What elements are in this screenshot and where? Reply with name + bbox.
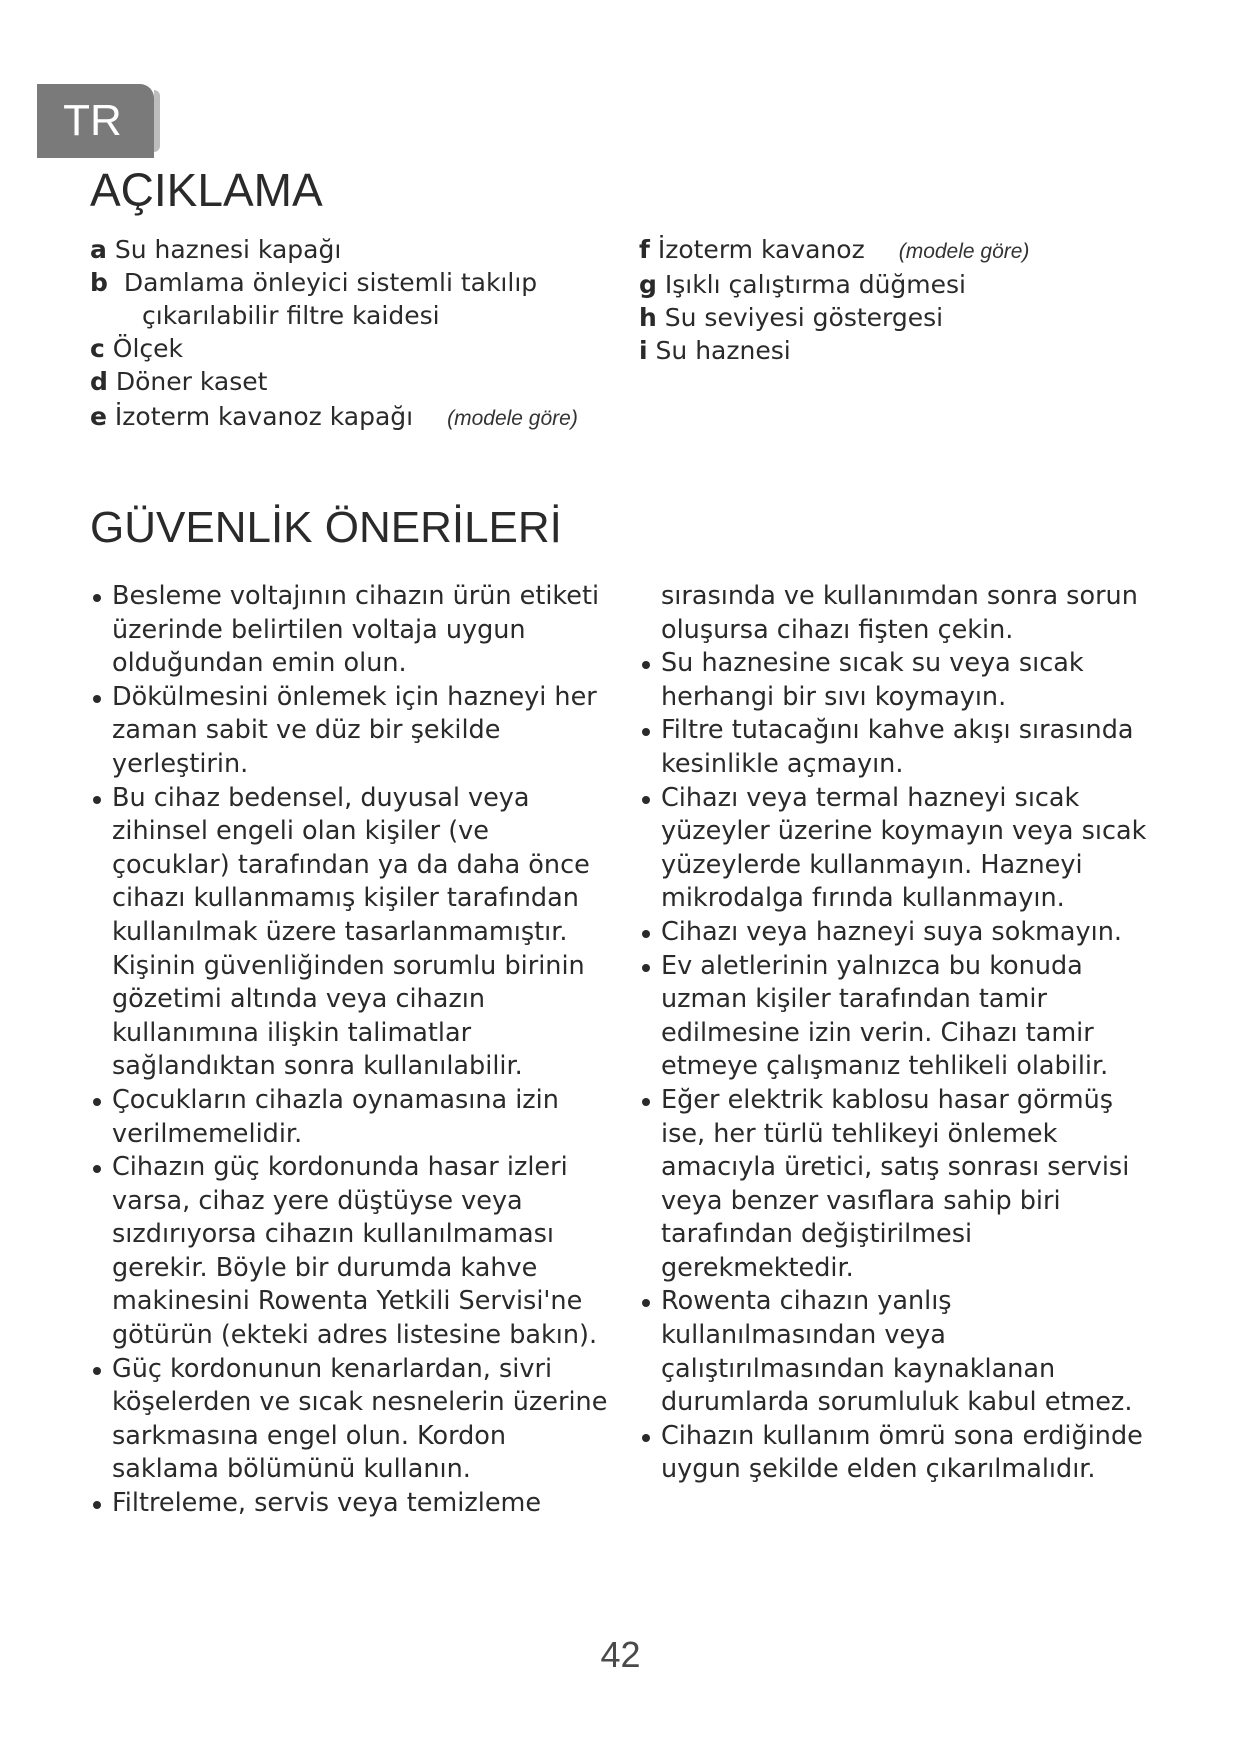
safety-item: Ev aletlerinin yalnızca bu konuda uzman kişiler tarafından tamir edilmesine izin verin. Cihazı tamir etmeye çalışmanız tehlikeli olabilir.	[639, 950, 1159, 1084]
safety-item: Besleme voltajının cihazın ürün etiketi üzerinde belirtilen voltaja uygun olduğundan emin olun.	[90, 580, 610, 681]
parts-list-left	[90, 233, 610, 435]
part-item: a Su haznesi kapağı	[90, 235, 342, 264]
safety-list-left	[90, 580, 610, 1521]
safety-item: Dökülmesini önlemek için hazneyi her zaman sabit ve düz bir şekilde yerleştirin.	[90, 681, 610, 782]
safety-item: Çocukların cihazla oynamasına izin verilmemelidir.	[90, 1084, 610, 1151]
safety-item: Cihazı veya termal hazneyi sıcak yüzeyler üzerine koymayın veya sıcak yüzeylerde kullanmayın. Hazneyi mikrodalga fırında kullanmayın.	[639, 782, 1159, 916]
safety-list-right	[639, 580, 1159, 1487]
safety-item: Bu cihaz bedensel, duyusal veya zihinsel engeli olan kişiler (ve çocuklar) tarafından ya da daha önce cihazı kullanmamış kişiler tarafından kullanılmak üzere tasarlanmamıştır. Kişinin güvenliğinden sorumlu birinin gözetimi altında veya cihazın kullanımına ilişkin talimatlar sağlandıktan sonra kullanılabilir.	[90, 782, 610, 1084]
page-number: 42	[600, 1634, 641, 1675]
safety-item: Cihazın güç kordonunda hasar izleri varsa, cihaz yere düştüyse veya sızdırıyorsa cihazın kullanılmaması gerekir. Böyle bir durumda kahve makinesini Rowenta Yetkili Servisi'ne götürün (ekteki adres listesine bakın).	[90, 1151, 610, 1353]
part-item: d Döner kaset	[90, 367, 268, 396]
safety-item: Filtre tutacağını kahve akışı sırasında kesinlikle açmayın.	[639, 714, 1159, 781]
safety-item: Güç kordonunun kenarlardan, sivri köşelerden ve sıcak nesnelerin üzerine sarkmasına engel olun. Kordon saklama bölümünü kullanın.	[90, 1353, 610, 1487]
part-item: c Ölçek	[90, 334, 184, 363]
part-item: f İzoterm kavanoz (modele göre)	[639, 235, 1030, 264]
language-tab: TR	[37, 84, 154, 158]
safety-item: Su haznesine sıcak su veya sıcak herhangi bir sıvı koymayın.	[639, 647, 1159, 714]
safety-title: GÜVENLİK ÖNERİLERİ	[90, 503, 562, 552]
part-item: e İzoterm kavanoz kapağı (modele göre)	[90, 402, 578, 431]
safety-item-continuation: sırasında ve kullanımdan sonra sorun oluşursa cihazı fişten çekin.	[661, 581, 1138, 645]
description-title: AÇIKLAMA	[90, 164, 323, 216]
part-item: b Damlama önleyici sistemli takılıp çıkarılabilir filtre kaidesi	[90, 268, 538, 330]
part-item: h Su seviyesi göstergesi	[639, 303, 944, 332]
safety-item: Filtreleme, servis veya temizleme	[90, 1487, 610, 1521]
safety-item: Eğer elektrik kablosu hasar görmüş ise, her türlü tehlikeyi önlemek amacıyla üretici, satış sonrası servisi veya benzer vasıflara sahip biri tarafından değiştirilmesi gerekmektedir.	[639, 1084, 1159, 1286]
safety-item: Cihazın kullanım ömrü sona erdiğinde uygun şekilde elden çıkarılmalıdır.	[639, 1420, 1159, 1487]
safety-item: Rowenta cihazın yanlış kullanılmasından veya çalıştırılmasından kaynaklanan durumlarda sorumluluk kabul etmez.	[639, 1285, 1159, 1419]
safety-item: Cihazı veya hazneyi suya sokmayın.	[639, 916, 1159, 950]
part-item: g Işıklı çalıştırma düğmesi	[639, 270, 966, 299]
part-item: i Su haznesi	[639, 336, 791, 365]
parts-list-right	[639, 233, 1119, 367]
